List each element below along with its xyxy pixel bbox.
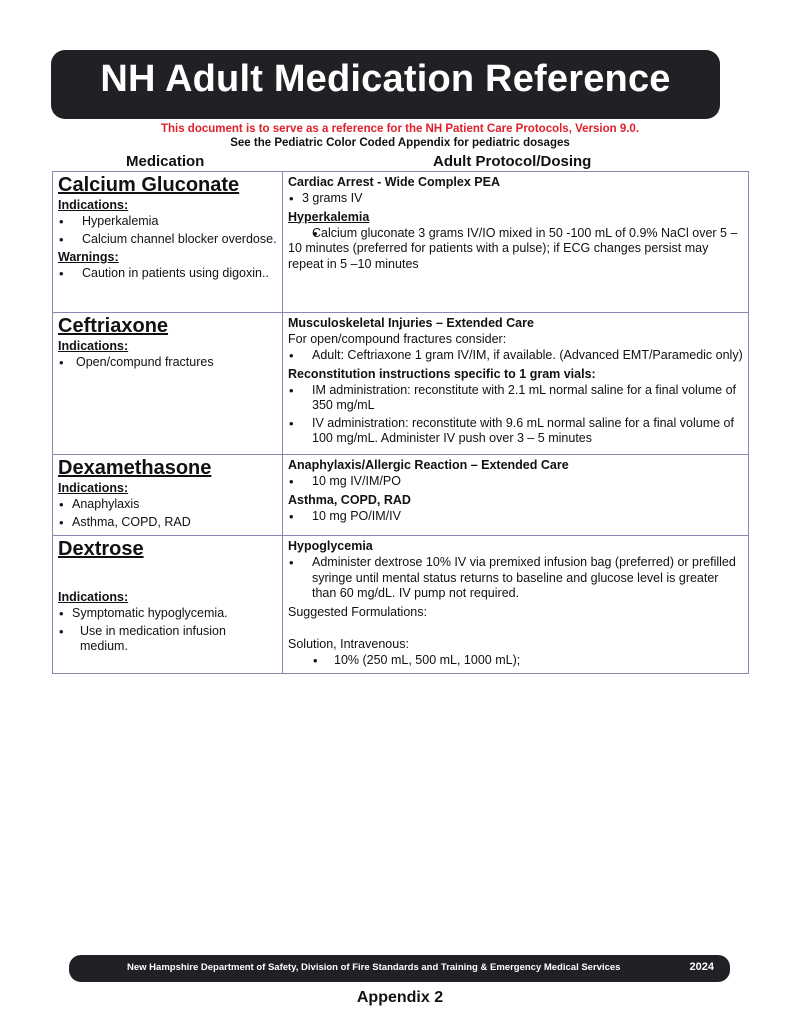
list-item: • 10% (250 mL, 500 mL, 1000 mL); [288,653,743,669]
list-item: • Administer dextrose 10% IV via premixed infusion bag (preferred) or prefilled syringe until mental status returns to baseline and glucose level is greater than 60 mg/dL. IV pump not required. [288,555,743,602]
indications-label: Indications: [58,481,129,495]
indications-list [58,497,277,530]
protocol-list [288,383,743,447]
indications-label: Indications: [58,198,129,212]
protocol-heading: Reconstitution instructions specific to 1 gram vials: [288,366,596,381]
table-row [53,172,749,313]
indications-list [58,355,277,371]
medication-cell [53,536,283,674]
table-row [53,455,749,536]
list-item: • Caution in patients using digoxin.. [58,266,277,282]
list-item: • Open/compund fractures [58,355,277,371]
protocol-list [288,348,743,364]
medication-table [52,171,749,674]
drug-name: Calcium Gluconate [58,174,240,196]
protocol-heading: Asthma, COPD, RAD [288,492,411,507]
table-row [53,536,749,674]
pediatric-note: See the Pediatric Color Coded Appendix for pediatric dosages [230,137,570,149]
list-item: • Adult: Ceftriaxone 1 gram IV/IM, if available. (Advanced EMT/Paramedic only) [288,348,743,364]
protocol-cell [283,172,749,313]
list-item: • Hyperkalemia [58,214,277,230]
drug-name: Ceftriaxone [58,315,169,337]
indications-list [58,214,277,247]
protocol-cell [283,536,749,674]
list-item: • 10 mg PO/IM/IV [288,509,743,525]
indications-list [58,606,277,655]
reference-note: This document is to serve as a reference for the NH Patient Care Protocols, Version 9.0. [160,123,640,135]
list-item: • Use in medication infusion medium. [58,624,277,655]
protocol-text: Solution, Intravenous: [288,636,409,651]
protocol-heading: Hyperkalemia [288,209,370,224]
protocol-list [288,653,743,669]
list-item: • 3 grams IV [288,191,743,207]
protocol-heading: Cardiac Arrest - Wide Complex PEA [288,175,500,189]
list-item: • Symptomatic hypoglycemia. [58,606,277,622]
footer-bar [69,955,730,982]
warnings-label: Warnings: [58,250,119,264]
medication-cell [53,313,283,455]
protocol-text: For open/compound fractures consider: [288,332,507,346]
indications-label: Indications: [58,339,129,353]
warnings-list [58,266,277,282]
list-item: • IM administration: reconstitute with 2.1 mL normal saline for a final volume of 350 mg/mL [288,383,743,414]
protocol-list [288,191,743,207]
protocol-list [288,555,743,602]
page-title: NH Adult Medication Reference [100,58,671,100]
list-item: • Calcium gluconate 3 grams IV/IO mixed in 50 -100 mL of 0.9% NaCl over 5 –10 minutes (preferred for patients with a pulse); if ECG changes persist may repeat in 5 –10 minutes [288,226,743,273]
protocol-list [288,474,743,490]
title-banner [51,50,720,119]
drug-name: Dexamethasone [58,457,212,479]
medication-column-header: Medication [126,153,205,170]
protocol-heading: Musculoskeletal Injuries – Extended Care [288,316,534,330]
protocol-list [288,226,743,273]
footer-year: 2024 [689,961,714,973]
medication-cell [53,455,283,536]
protocol-heading: Anaphylaxis/Allergic Reaction – Extended Care [288,458,569,472]
protocol-text: Suggested Formulations: [288,604,427,619]
list-item: • Calcium channel blocker overdose. [58,232,277,248]
protocol-list [288,509,743,525]
protocol-column-header: Adult Protocol/Dosing [433,153,592,170]
protocol-heading: Hypoglycemia [288,539,373,553]
protocol-cell [283,455,749,536]
indications-label: Indications: [58,590,129,604]
drug-name: Dextrose [58,538,144,560]
table-row [53,313,749,455]
protocol-cell [283,313,749,455]
list-item: • Asthma, COPD, RAD [58,515,277,531]
medication-cell [53,172,283,313]
appendix-label: Appendix 2 [356,989,444,1006]
list-item: • IV administration: reconstitute with 9.6 mL normal saline for a final volume of 100 mg/mL. Administer IV push over 3 – 5 minutes [288,416,743,447]
footer-text: New Hampshire Department of Safety, Division of Fire Standards and Training & Emergency Medical Services [127,962,621,973]
list-item: • Anaphylaxis [58,497,277,513]
list-item: • 10 mg IV/IM/PO [288,474,743,490]
